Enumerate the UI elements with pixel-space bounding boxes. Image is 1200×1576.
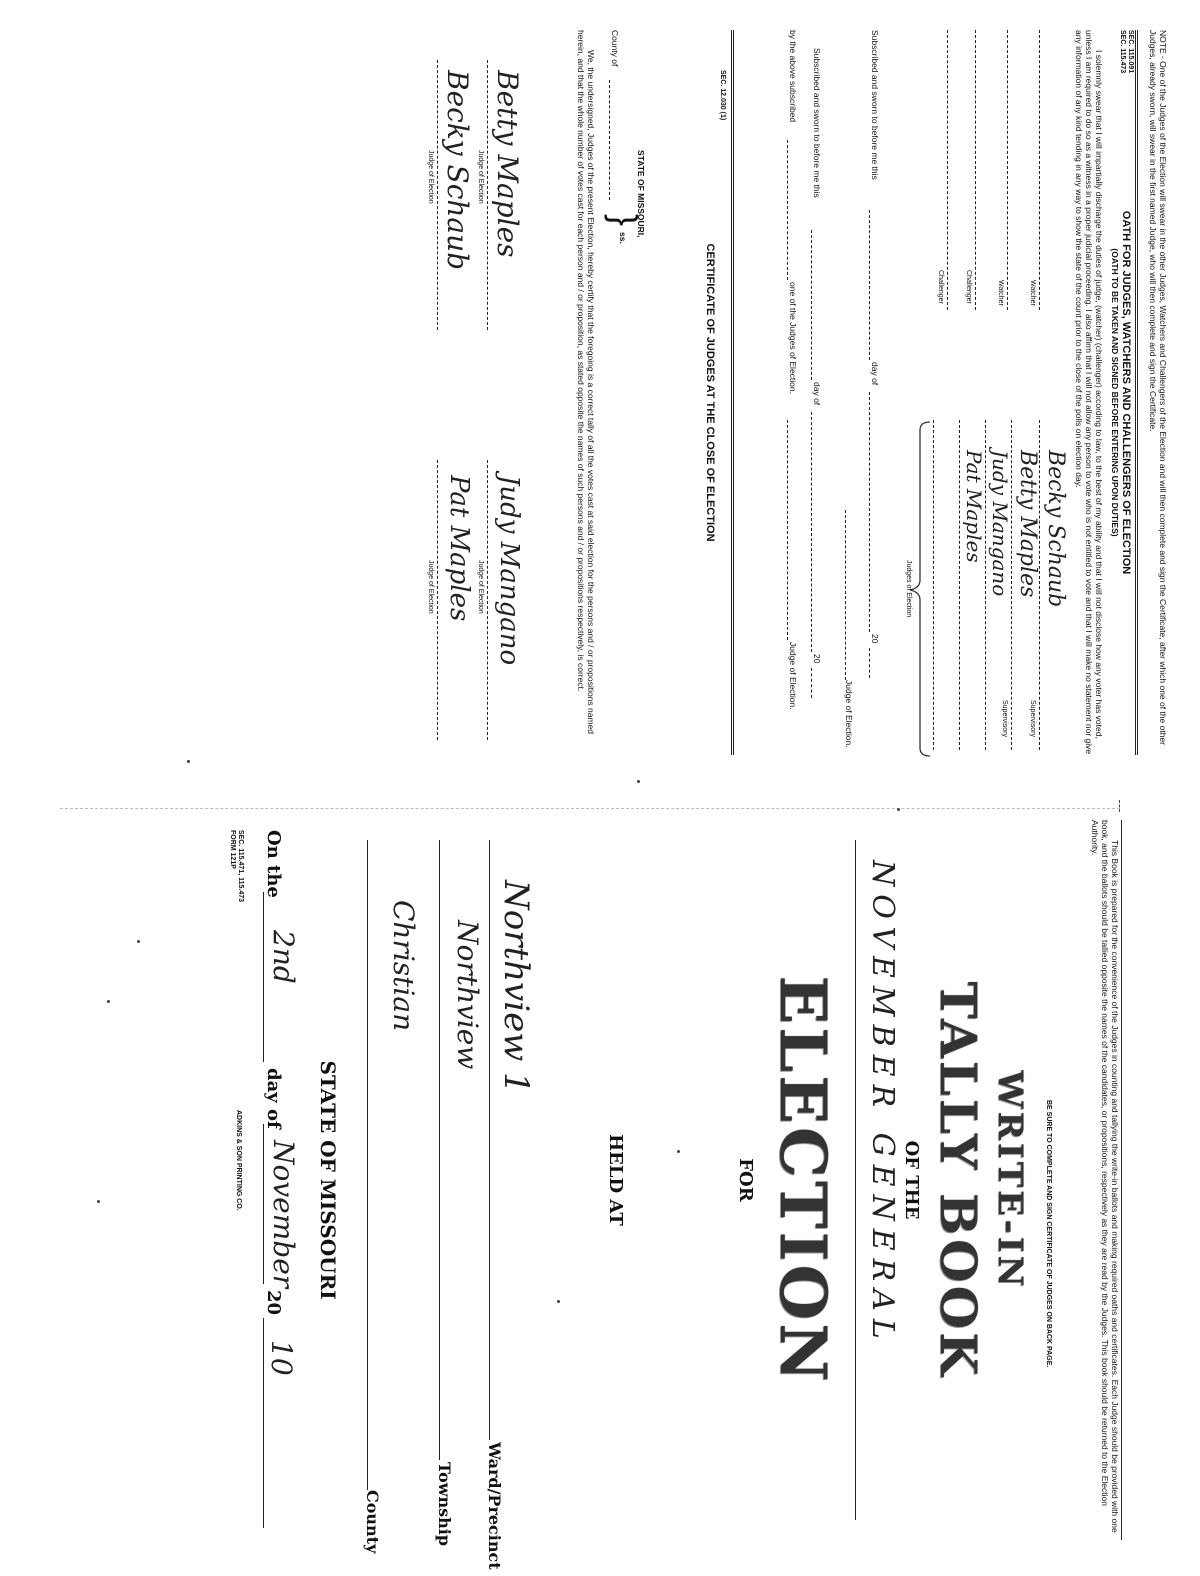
of-the-heading: OF THE xyxy=(901,1140,922,1220)
election-name-line[interactable] xyxy=(855,840,856,1520)
tally-book-heading: TALLY BOOK xyxy=(929,981,988,1379)
day-value: 2nd xyxy=(267,930,300,984)
cert-judge-label-2: Judge of Election xyxy=(427,150,434,204)
day-of-label: day of xyxy=(263,1068,284,1129)
signature-becky: Becky Schaub xyxy=(1043,450,1068,608)
watcher-line-1[interactable] xyxy=(1039,30,1040,310)
printer-label: ADKINS & SON PRINTING CO. xyxy=(235,1110,242,1211)
watcher-line-2[interactable] xyxy=(1007,30,1008,310)
challenger-label-1: Challenger xyxy=(965,270,972,304)
intro-top-rule xyxy=(1121,820,1122,1540)
cert-judge-label-4: Judge of Election xyxy=(427,560,434,614)
sec-cert-label: SEC. 12.030 (1) xyxy=(719,70,726,121)
ward-value: Northview 1 xyxy=(496,880,536,1094)
sec-label-top-2: SEC. 115.473 xyxy=(1119,30,1126,74)
election-heading: ELECTION xyxy=(765,975,840,1385)
note-paragraph: NOTE - One of the Judges of the Election will swear in the other Judges, Watchers and Challengers of the Election and will then complete and sign the Certificate, after which one of the other Judges, already sworn, will swear in the first named Judge, who will then complete and sign the Certificate. xyxy=(1148,30,1168,746)
township-value: Northview xyxy=(451,920,484,1070)
judge-line-5[interactable] xyxy=(933,420,934,750)
county-value: Christian xyxy=(387,900,420,1032)
township-line[interactable] xyxy=(439,840,440,1460)
subscribed-day-line-2[interactable] xyxy=(811,230,812,380)
sec-bottom-label: SEC. 115.471, 115.473 xyxy=(237,830,244,903)
cert-judge-label-3: Judge of Election xyxy=(477,560,484,614)
cert-brace: } xyxy=(604,214,645,227)
fold-line xyxy=(60,808,1120,809)
signature-betty: Betty Maples xyxy=(1015,450,1040,598)
for-heading: FOR xyxy=(735,1158,756,1202)
on-the-label: On the xyxy=(263,830,284,898)
judge-of-election-label-1: Judge of Election. xyxy=(844,680,854,748)
cert-judge-label-1: Judge of Election xyxy=(477,150,484,204)
one-of-judges-label: one of the Judges of Election. xyxy=(788,282,798,394)
cert-signature-becky: Becky Schaub xyxy=(441,70,474,271)
cert-double-rule xyxy=(731,30,734,755)
note-text xyxy=(1148,30,1168,750)
year-value: 10 xyxy=(265,1340,298,1376)
watcher-label-1: Watcher xyxy=(1029,280,1036,306)
cert-signature-betty: Betty Maples xyxy=(491,70,524,258)
by-above-line[interactable] xyxy=(787,140,788,280)
subscribed-month-line-2[interactable] xyxy=(811,412,812,652)
cert-county-label: County of xyxy=(610,30,620,67)
cert-text: We, the undersigned, Judges of the present Election, hereby certify that the foregoing is a correct tally of all the votes cast at said election for the persons and / or propositions named herein, and that the whole number of votes cast for each person and / or proposition, as stated opposite the names of such persons and / or propositions respectively, is correct. xyxy=(576,30,596,735)
cert-state-label: STATE OF MISSOURI, xyxy=(636,150,646,238)
day-line[interactable] xyxy=(263,892,264,1062)
cert-ss-label: ss. xyxy=(618,232,628,244)
subscribed-year-line-1[interactable] xyxy=(869,648,870,678)
oath-text: I solemnly swear that I will impartially discharge the duties of judge, (watcher) (challenger) according to law, to the best of my ability and that I will not disclose how any voter has voted, unless I am required to do so as a witness in a proper judicial proceeding. I also affirm that I will not allow any person to vote who is not entitled to vote and that I will make no statement nor give any information of any kind tending in any way to show the state of the count prior to the close of the polls on election day. xyxy=(1074,30,1104,755)
subscribed-year-line-2[interactable] xyxy=(811,668,812,698)
judge-sign-line-2[interactable] xyxy=(787,420,788,640)
month-line[interactable] xyxy=(263,1124,264,1284)
twenty-label-2: 20 xyxy=(812,654,822,664)
subscribed-day-line-1[interactable] xyxy=(869,210,870,360)
oath-subtitle: (OATH TO BE TAKEN AND SIGNED BEFORE ENTERING UPON DUTIES) xyxy=(1110,248,1120,537)
judges-of-election-label: Judges of Election xyxy=(905,560,912,618)
form-label: FORM 121P xyxy=(229,830,236,869)
year-prefix-label: 20 xyxy=(263,1290,284,1316)
state-heading: STATE OF MISSOURI xyxy=(316,1060,340,1300)
signature-pat: Pat Maples xyxy=(962,450,986,563)
ward-line[interactable] xyxy=(489,840,490,1440)
cert-judge-line-4[interactable] xyxy=(437,460,438,740)
by-above-label: by the above subscribed xyxy=(788,30,798,123)
sec-label-top: SEC. 115.091 xyxy=(1127,30,1134,74)
judge-of-election-label-2: Judge of Election. xyxy=(788,642,798,710)
month-value: November xyxy=(267,1140,300,1289)
cert-judge-line-1[interactable] xyxy=(487,60,488,330)
cert-county-line[interactable] xyxy=(609,80,610,200)
judge-line-4[interactable] xyxy=(959,420,960,750)
oath-title: OATH FOR JUDGES, WATCHERS AND CHALLENGERS OF ELECTION xyxy=(1120,210,1132,575)
supervisory-label-1: Supervisory xyxy=(1029,700,1036,737)
watcher-label-2: Watcher xyxy=(997,280,1004,306)
cert-signature-pat: Pat Maples xyxy=(444,475,474,622)
cert-title: CERTIFICATE OF JUDGES AT THE CLOSE OF ELECTION xyxy=(704,243,716,542)
intro-text: This Book is prepared for the convenience of the Judges in counting and tallying the write-in ballots and making required oaths and certificates. Each Judge should be provided with one book, and the ballots should be tallied opposite the names of the candidates, or propositions, respectively as they are read by the Judges. This book should be returned to the Election Authority. xyxy=(1090,820,1120,1533)
twenty-label-1: 20 xyxy=(870,634,880,644)
be-sure-label: BE SURE TO COMPLETE AND SIGN CERTIFICATE OF JUDGES ON BACK PAGE. xyxy=(1045,1100,1052,1368)
cert-judge-line-3[interactable] xyxy=(487,460,488,740)
subscribed-month-line-1[interactable] xyxy=(869,392,870,632)
year-line[interactable] xyxy=(263,1318,264,1528)
subscribed-text-2: Subscribed and sworn to before me this xyxy=(812,48,822,198)
day-of-label-2: day of xyxy=(812,382,822,406)
write-in-heading: WRITE-IN xyxy=(990,1070,1030,1290)
supervisory-label-2: Supervisory xyxy=(1001,700,1008,737)
township-label: Township xyxy=(435,1462,454,1547)
day-of-label-1: day of xyxy=(870,362,880,386)
ward-label: Ward/Precinct xyxy=(485,1442,504,1570)
fold-mark-1 xyxy=(1118,800,1120,812)
county-line[interactable] xyxy=(367,840,368,1490)
held-at-heading: HELD AT xyxy=(605,1134,626,1226)
cert-judge-line-2[interactable] xyxy=(437,60,438,330)
cert-signature-judy: Judy Mangano xyxy=(494,475,524,666)
challenger-line-1[interactable] xyxy=(975,30,976,310)
challenger-label-2: Challenger xyxy=(937,270,944,304)
challenger-line-2[interactable] xyxy=(947,30,948,310)
election-name-value: NOVEMBER GENERAL xyxy=(865,860,900,1347)
subscribed-text-1: Subscribed and sworn to before me this xyxy=(870,30,880,180)
county-label: County xyxy=(363,1490,382,1554)
top-double-rule xyxy=(1135,30,1138,755)
judge-sign-line-1[interactable] xyxy=(845,510,846,680)
signature-judy: Judy Mangano xyxy=(988,450,1012,597)
